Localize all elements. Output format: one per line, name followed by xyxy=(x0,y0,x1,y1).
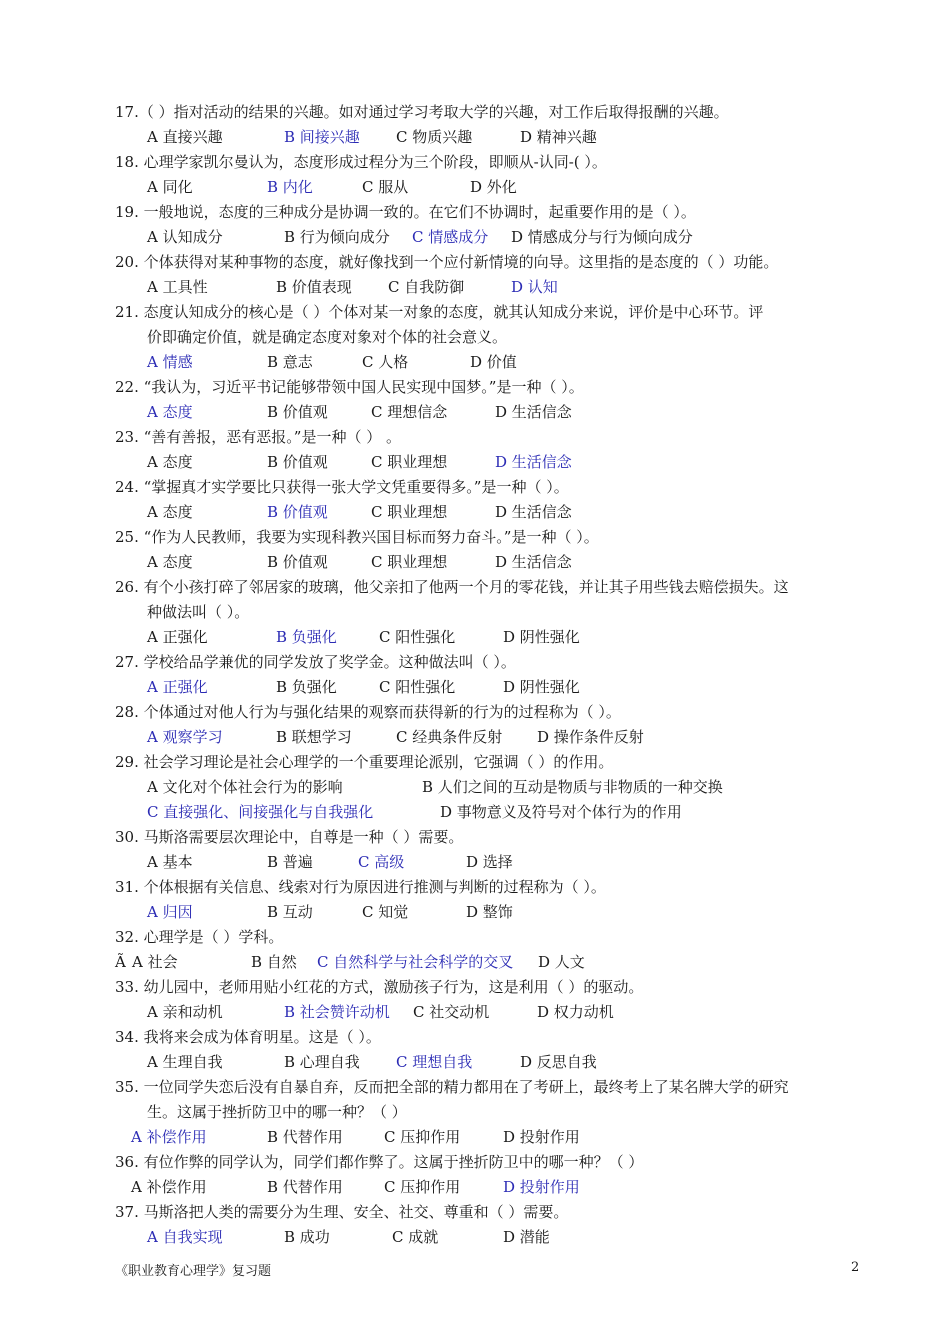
options-row xyxy=(0,550,950,575)
options-row xyxy=(0,900,950,925)
stray-marker: Ã xyxy=(115,953,126,971)
answer-option: A 文化对个体社会行为的影响 xyxy=(147,778,343,796)
answer-option: D 外化 xyxy=(470,178,517,196)
options-row xyxy=(0,400,950,425)
question-stem-continuation xyxy=(0,600,950,625)
answer-option: B 价值观 xyxy=(267,453,328,471)
answer-option: D 生活信念 xyxy=(495,403,572,421)
answer-option: A 态度 xyxy=(147,553,193,571)
question-stem xyxy=(0,1200,950,1225)
question-stem xyxy=(0,150,950,175)
answer-option: B 行为倾向成分 xyxy=(284,228,390,246)
options-row xyxy=(0,500,950,525)
question-stem xyxy=(0,975,950,1000)
answer-option-highlighted: A 自我实现 xyxy=(147,1228,223,1246)
answer-option: A 工具性 xyxy=(147,278,208,296)
answer-option-highlighted: B 间接兴趣 xyxy=(284,128,360,146)
question-text: 37. 马斯洛把人类的需要分为生理、安全、社交、尊重和（ ）需要。 xyxy=(115,1203,569,1221)
answer-option: B 意志 xyxy=(267,353,313,371)
answer-option: B 价值观 xyxy=(267,403,328,421)
answer-option: D 生活信念 xyxy=(495,503,572,521)
answer-option: C 知觉 xyxy=(362,903,409,921)
question-text: 25. “作为人民教师，我要为实现科教兴国目标而努力奋斗。”是一种（ ）。 xyxy=(115,528,599,546)
answer-option: C 服从 xyxy=(362,178,409,196)
answer-option: B 互动 xyxy=(267,903,313,921)
question-stem xyxy=(0,750,950,775)
question-text: 24. “掌握真才实学要比只获得一张大学文凭重要得多。”是一种（ ）。 xyxy=(115,478,569,496)
page-number: 2 xyxy=(851,1260,860,1275)
answer-option: D 阴性强化 xyxy=(503,628,580,646)
options-row xyxy=(0,1000,950,1025)
options-row xyxy=(0,1125,950,1150)
options-row xyxy=(0,1175,950,1200)
options-row xyxy=(0,275,950,300)
question-text: 35. 一位同学失恋后没有自暴自弃，反而把全部的精力都用在了考研上，最终考上了某名牌大学的研究 xyxy=(115,1078,789,1096)
question-stem xyxy=(0,425,950,450)
question-text: 生。这属于挫折防卫中的哪一种？（ ） xyxy=(147,1103,407,1121)
answer-option: C 物质兴趣 xyxy=(396,128,473,146)
answer-option-highlighted: C 直接强化、间接强化与自我强化 xyxy=(147,803,374,821)
answer-option-highlighted: D 投射作用 xyxy=(503,1178,580,1196)
options-row xyxy=(0,175,950,200)
question-stem-continuation xyxy=(0,325,950,350)
question-stem xyxy=(0,525,950,550)
answer-option: A 态度 xyxy=(147,453,193,471)
answer-option: A 直接兴趣 xyxy=(147,128,223,146)
answer-option: D 整饰 xyxy=(466,903,513,921)
question-text: 21. 态度认知成分的核心是（ ）个体对某一对象的态度，就其认知成分来说，评价是中心环节。评 xyxy=(115,303,764,321)
question-stem xyxy=(0,875,950,900)
answer-option: B 心理自我 xyxy=(284,1053,360,1071)
answer-option: B 人们之间的互动是物质与非物质的一种交换 xyxy=(422,778,723,796)
answer-option-highlighted: B 价值观 xyxy=(267,503,328,521)
answer-option: D 生活信念 xyxy=(495,553,572,571)
answer-option: D 操作条件反射 xyxy=(537,728,644,746)
answer-option-highlighted: A 归因 xyxy=(147,903,193,921)
answer-option: A 认知成分 xyxy=(147,228,223,246)
question-text: 31. 个体根据有关信息、线索对行为原因进行推测与判断的过程称为（ ）。 xyxy=(115,878,606,896)
question-stem xyxy=(0,100,950,125)
answer-option: C 职业理想 xyxy=(371,553,448,571)
answer-option: B 成功 xyxy=(284,1228,330,1246)
options-row xyxy=(0,125,950,150)
answer-option: D 精神兴趣 xyxy=(520,128,597,146)
answer-option: D 人文 xyxy=(538,953,585,971)
options-row xyxy=(0,775,950,800)
question-text: 30. 马斯洛需要层次理论中，自尊是一种（ ）需要。 xyxy=(115,828,464,846)
question-stem xyxy=(0,300,950,325)
question-stem xyxy=(0,825,950,850)
question-stem xyxy=(0,650,950,675)
answer-option-highlighted: B 内化 xyxy=(267,178,313,196)
question-text: 20. 个体获得对某种事物的态度，就好像找到一个应付新情境的向导。这里指的是态度的（ ）功能。 xyxy=(115,253,779,271)
answer-option: A 社会 xyxy=(132,953,178,971)
answer-option-highlighted: A 正强化 xyxy=(147,678,208,696)
question-stem xyxy=(0,925,950,950)
answer-option: C 理想信念 xyxy=(371,403,448,421)
answer-option: B 价值观 xyxy=(267,553,328,571)
answer-option: D 阴性强化 xyxy=(503,678,580,696)
question-text: 22. “我认为，习近平书记能够带领中国人民实现中国梦。”是一种（ ）。 xyxy=(115,378,584,396)
options-row xyxy=(0,675,950,700)
answer-option: B 代替作用 xyxy=(267,1128,343,1146)
answer-option-highlighted: D 认知 xyxy=(511,278,558,296)
answer-option-highlighted: B 负强化 xyxy=(276,628,337,646)
question-stem xyxy=(0,700,950,725)
question-stem xyxy=(0,1025,950,1050)
answer-option: C 阳性强化 xyxy=(379,628,456,646)
answer-option: A 生理自我 xyxy=(147,1053,223,1071)
answer-option: B 负强化 xyxy=(276,678,337,696)
options-row xyxy=(0,1225,950,1250)
answer-option: A 同化 xyxy=(147,178,193,196)
question-text: 17.（ ）指对活动的结果的兴趣。如对通过学习考取大学的兴趣，对工作后取得报酬的兴趣。 xyxy=(115,103,729,121)
answer-option: C 压抑作用 xyxy=(384,1178,461,1196)
options-row xyxy=(0,625,950,650)
question-text: 32. 心理学是（ ）学科。 xyxy=(115,928,284,946)
question-text: 29. 社会学习理论是社会心理学的一个重要理论派别，它强调（ ）的作用。 xyxy=(115,753,614,771)
question-stem xyxy=(0,250,950,275)
answer-option-highlighted: C 高级 xyxy=(358,853,405,871)
answer-option: C 成就 xyxy=(392,1228,439,1246)
answer-option-highlighted: C 理想自我 xyxy=(396,1053,473,1071)
question-text: 价即确定价值，就是确定态度对象对个体的社会意义。 xyxy=(147,328,508,346)
answer-option-highlighted: A 情感 xyxy=(147,353,193,371)
answer-option: B 联想学习 xyxy=(276,728,352,746)
answer-option: A 正强化 xyxy=(147,628,208,646)
footer-title: 《职业教育心理学》复习题 xyxy=(115,1264,272,1279)
answer-option: D 投射作用 xyxy=(503,1128,580,1146)
answer-option: D 选择 xyxy=(466,853,513,871)
answer-option: C 社交动机 xyxy=(413,1003,490,1021)
answer-option-highlighted: C 情感成分 xyxy=(412,228,489,246)
question-text: 种做法叫（ ）。 xyxy=(147,603,250,621)
answer-option: D 潜能 xyxy=(503,1228,550,1246)
answer-option: B 自然 xyxy=(251,953,297,971)
answer-option: C 自我防御 xyxy=(388,278,465,296)
question-text: 19. 一般地说，态度的三种成分是协调一致的。在它们不协调时，起重要作用的是（ ）。 xyxy=(115,203,696,221)
question-text: 28. 个体通过对他人行为与强化结果的观察而获得新的行为的过程称为（ ）。 xyxy=(115,703,621,721)
question-stem xyxy=(0,1150,950,1175)
question-text: 18. 心理学家凯尔曼认为，态度形成过程分为三个阶段，即顺从-认同-( ）。 xyxy=(115,153,607,171)
answer-option: A 态度 xyxy=(147,503,193,521)
options-row xyxy=(0,800,950,825)
question-text: 23. “善有善报，恶有恶报。”是一种（ ） 。 xyxy=(115,428,401,446)
answer-option-highlighted: C 自然科学与社会科学的交叉 xyxy=(317,953,514,971)
options-row xyxy=(0,950,950,975)
answer-option-highlighted: D 生活信念 xyxy=(495,453,572,471)
question-stem xyxy=(0,200,950,225)
answer-option-highlighted: A 补偿作用 xyxy=(131,1128,207,1146)
answer-option-highlighted: A 观察学习 xyxy=(147,728,223,746)
question-text: 36. 有位作弊的同学认为，同学们都作弊了。这属于挫折防卫中的哪一种？（ ） xyxy=(115,1153,644,1171)
answer-option: A 基本 xyxy=(147,853,193,871)
answer-option: B 价值表现 xyxy=(276,278,352,296)
question-text: 27. 学校给品学兼优的同学发放了奖学金。这种做法叫（ ）。 xyxy=(115,653,516,671)
answer-option: D 情感成分与行为倾向成分 xyxy=(511,228,693,246)
answer-option: C 压抑作用 xyxy=(384,1128,461,1146)
answer-option: D 权力动机 xyxy=(537,1003,614,1021)
answer-option: C 职业理想 xyxy=(371,503,448,521)
answer-option: D 反思自我 xyxy=(520,1053,597,1071)
question-stem-continuation xyxy=(0,1100,950,1125)
answer-option: D 价值 xyxy=(470,353,517,371)
options-row xyxy=(0,450,950,475)
answer-option: C 人格 xyxy=(362,353,409,371)
options-row xyxy=(0,1050,950,1075)
answer-option: B 普遍 xyxy=(267,853,313,871)
answer-option: D 事物意义及符号对个体行为的作用 xyxy=(440,803,682,821)
exam-document xyxy=(0,100,950,1250)
options-row xyxy=(0,725,950,750)
answer-option: C 经典条件反射 xyxy=(396,728,503,746)
options-row xyxy=(0,850,950,875)
question-stem xyxy=(0,375,950,400)
options-row xyxy=(0,350,950,375)
answer-option-highlighted: B 社会赞许动机 xyxy=(284,1003,390,1021)
options-row xyxy=(0,225,950,250)
question-stem xyxy=(0,1075,950,1100)
answer-option: A 补偿作用 xyxy=(131,1178,207,1196)
question-text: 34. 我将来会成为体育明星。这是（ ）。 xyxy=(115,1028,381,1046)
answer-option: B 代替作用 xyxy=(267,1178,343,1196)
answer-option: C 阳性强化 xyxy=(379,678,456,696)
answer-option: A 亲和动机 xyxy=(147,1003,223,1021)
question-text: 33. 幼儿园中，老师用贴小红花的方式，激励孩子行为，这是利用（ ）的驱动。 xyxy=(115,978,644,996)
question-text: 26. 有个小孩打碎了邻居家的玻璃，他父亲扣了他两一个月的零花钱，并让其子用些钱去赔偿损失。这 xyxy=(115,578,789,596)
question-stem xyxy=(0,575,950,600)
answer-option-highlighted: A 态度 xyxy=(147,403,193,421)
answer-option: C 职业理想 xyxy=(371,453,448,471)
question-stem xyxy=(0,475,950,500)
